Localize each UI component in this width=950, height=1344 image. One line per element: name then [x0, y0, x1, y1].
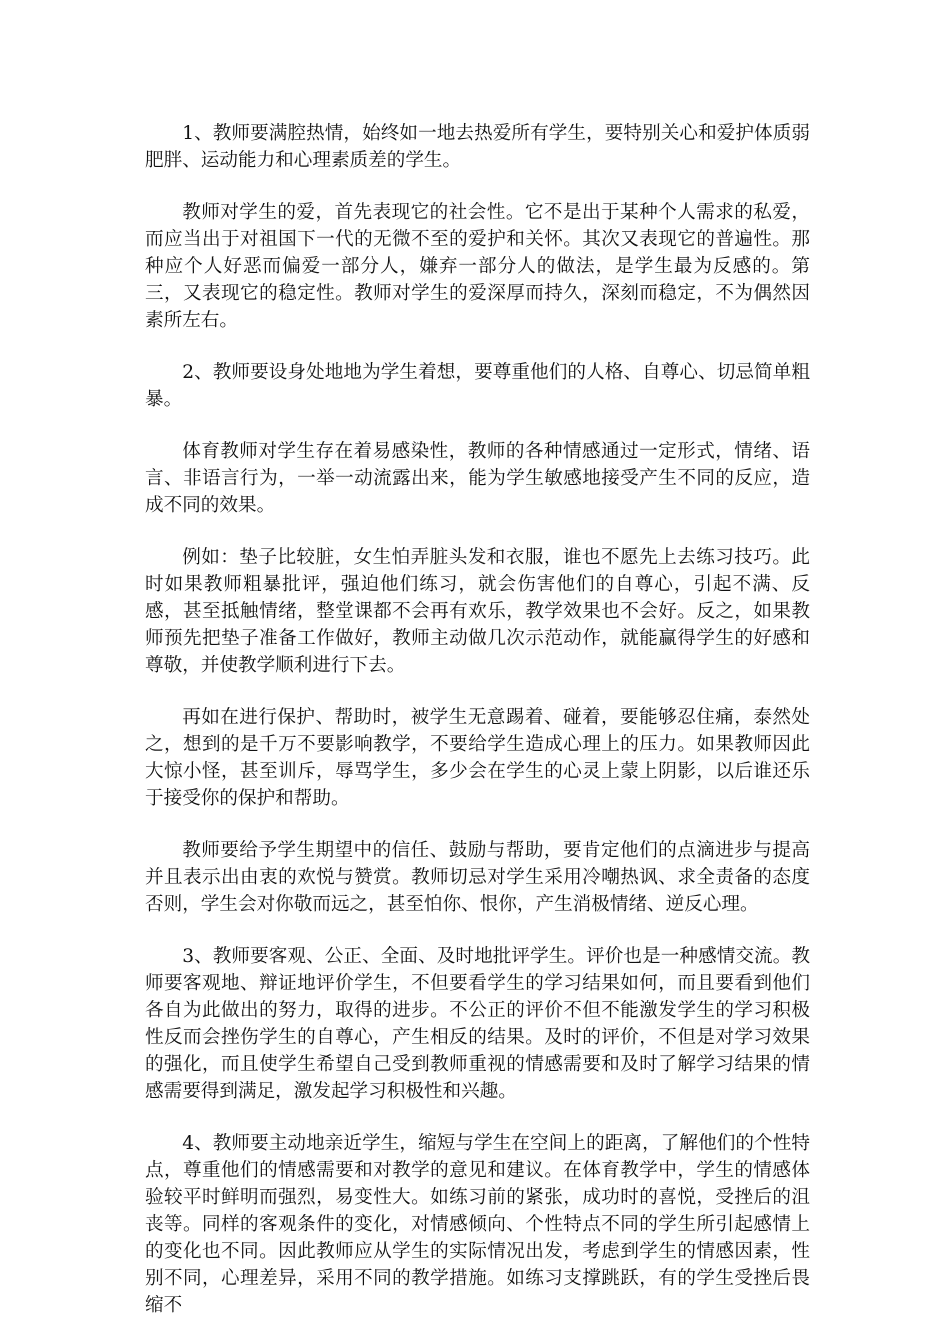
- paragraph-8: 3、教师要客观、公正、全面、及时地批评学生。评价也是一种感情交流。教师要客观地、辩证地评价学生，不但要看学生的学习结果如何，而且要看到他们各自为此做出的努力，取得的进步。不公正的评价不但不能激发学生的学习积极性反而会挫伤学生的自尊心，产生相反的结果。及时的评价，不但是对学习效果的强化，而且使学生希望自己受到教师重视的情感需要和及时了解学习结果的情感需要得到满足，激发起学习积极性和兴趣。: [145, 946, 810, 1102]
- document-body: [145, 120, 810, 1344]
- paragraph-1: 1、教师要满腔热情，始终如一地去热爱所有学生，要特别关心和爱护体质弱肥胖、运动能力和心理素质差的学生。: [145, 123, 810, 171]
- paragraph-3: 2、教师要设身处地地为学生着想，要尊重他们的人格、自尊心、切忌简单粗暴。: [145, 362, 810, 410]
- paragraph-2: 教师对学生的爱，首先表现它的社会性。它不是出于某种个人需求的私爱，而应当出于对祖国下一代的无微不至的爱护和关怀。其次又表现它的普遍性。那种应个人好恶而偏爱一部分人，嫌弃一部分人的做法，是学生最为反感的。第三，又表现它的稳定性。教师对学生的爱深厚而持久，深刻而稳定，不为偶然因素所左右。: [145, 202, 810, 331]
- paragraph-7: 教师要给予学生期望中的信任、鼓励与帮助，要肯定他们的点滴进步与提高并且表示出由衷的欢悦与赞赏。教师切忌对学生采用冷嘲热讽、求全责备的态度否则，学生会对你敬而远之，甚至怕你、恨你，产生消极情绪、逆反心理。: [145, 840, 810, 915]
- paragraph-6: 再如在进行保护、帮助时，被学生无意踢着、碰着，要能够忍住痛，泰然处之，想到的是千万不要影响教学，不要给学生造成心理上的压力。如果教师因此大惊小怪，甚至训斥，辱骂学生，多少会在学生的心灵上蒙上阴影，以后谁还乐于接受你的保护和帮助。: [145, 707, 810, 809]
- paragraph-9: 4、教师要主动地亲近学生，缩短与学生在空间上的距离，了解他们的个性特点，尊重他们的情感需要和对教学的意见和建议。在体育教学中，学生的情感体验较平时鲜明而强烈，易变性大。如练习前的紧张，成功时的喜悦，受挫后的沮丧等。同样的客观条件的变化，对情感倾向、个性特点不同的学生所引起感情上的变化也不同。因此教师应从学生的实际情况出发，考虑到学生的情感因素，性别不同，心理差异，采用不同的教学措施。如练习支撑跳跃，有的学生受挫后畏缩不: [145, 1133, 810, 1316]
- paragraph-4: 体育教师对学生存在着易感染性，教师的各种情感通过一定形式，情绪、语言、非语言行为，一举一动流露出来，能为学生敏感地接受产生不同的反应，造成不同的效果。: [145, 441, 810, 516]
- paragraph-5: 例如：垫子比较脏，女生怕弄脏头发和衣服，谁也不愿先上去练习技巧。此时如果教师粗暴批评，强迫他们练习，就会伤害他们的自尊心，引起不满、反感，甚至抵触情绪，整堂课都不会再有欢乐，教学效果也不会好。反之，如果教师预先把垫子准备工作做好，教师主动做几次示范动作，就能赢得学生的好感和尊敬，并使教学顺利进行下去。: [145, 547, 810, 676]
